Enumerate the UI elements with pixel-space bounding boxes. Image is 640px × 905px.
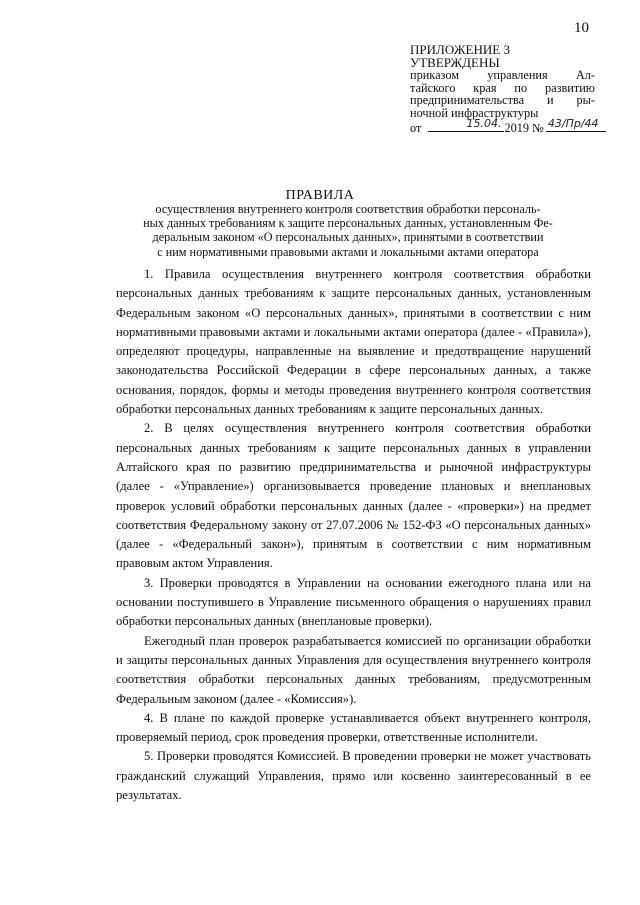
document-subtitle (120, 202, 576, 259)
approval-block (410, 42, 599, 135)
order-line: тайского края по развитию (410, 80, 595, 95)
date-prefix: от (410, 120, 422, 135)
subtitle-line: осуществления внутреннего контроля соответствия обработки персональ- (155, 202, 541, 216)
paragraph-4: 4. В плане по каждой проверке устанавливается объект внутреннего контроля, проверяемый период, срок проведения проверки, ответственные исполнители. (116, 710, 591, 745)
handwritten-date: 15.04. (466, 116, 502, 130)
paragraph-2: 2. В целях осуществления внутреннего контроля соответствия обработки персональных данных требованиям к защите персональных данных в управлении Алтайского края по развитию предпринимательства и рыночной инфраструктуры (далее - «Управление») организовывается проведение плановых и внеплановых проверок условий обработки персональных данных (далее - «проверки») на предмет соответствия Федеральному закону от 27.07.2006 № 152-ФЗ «О персональных данных» (далее - «Федеральный закон»), принятым в соответствии с ним нормативным правовым актом Управления. (116, 421, 591, 571)
approved-label: УТВЕРЖДЕНЫ (410, 54, 500, 70)
page-number: 10 (574, 20, 589, 36)
subtitle-line: деральным законом «О персональных данных», принятыми в соответствии (152, 230, 544, 245)
number-blank (546, 116, 606, 132)
subtitle-line: с ним нормативными правовыми актами и локальными актами оператора (157, 244, 539, 259)
order-year-number: 2019 № (504, 120, 544, 135)
paragraph-3: 3. Проверки проводятся в Управлении на основании ежегодного плана или на основании поступившего в Управление письменного обращения о нарушениях правил обработки персональных данных (внеплановые проверки). (116, 575, 591, 629)
date-blank (428, 116, 504, 132)
document-title: ПРАВИЛА (285, 188, 355, 203)
appendix-label: ПРИЛОЖЕНИЕ 3 (410, 42, 510, 57)
paragraph-5: 5. Проверки проводятся Комиссией. В проведении проверки не может участвовать гражданский служащий Управления, прямо или косвенно заинтересованный в ее результатах. (116, 749, 591, 803)
paragraph-3-plan: Ежегодный план проверок разрабатывается комиссией по организации обработки и защиты персональных данных Управления для осуществления внутреннего контроля соответствия обработки персональных данных требованиям, предусмотренным Федеральным законом (далее - «Комиссия»). (116, 633, 591, 706)
order-line: предпринимательства и ры- (410, 93, 595, 108)
document-body (116, 265, 591, 805)
order-date-line (410, 116, 599, 135)
order-line: ночной инфраструктуры (410, 105, 539, 120)
order-line: приказом управления Ал- (410, 68, 595, 83)
paragraph-1: 1. Правила осуществления внутреннего контроля соответствия обработки персональных данных требованиям к защите персональных данных, установленным Федеральным законом «О персональных данных», принятыми в соответствии с ним нормативными правовыми актами и локальными актами оператора (далее - «Правила»), определяют процедуры, направленные на выявление и предотвращение нарушений законодательства Российской Федерации в сфере персональных данных, а также основания, порядок, формы и методы проведения внутреннего контроля соответствия обработки персональных данных требованиям к защите персональных данных. (116, 267, 591, 417)
handwritten-order-number: 43/Пр/44 (547, 116, 599, 130)
subtitle-line: ных данных требованиям к защите персональных данных, установленным Фе- (143, 216, 553, 231)
